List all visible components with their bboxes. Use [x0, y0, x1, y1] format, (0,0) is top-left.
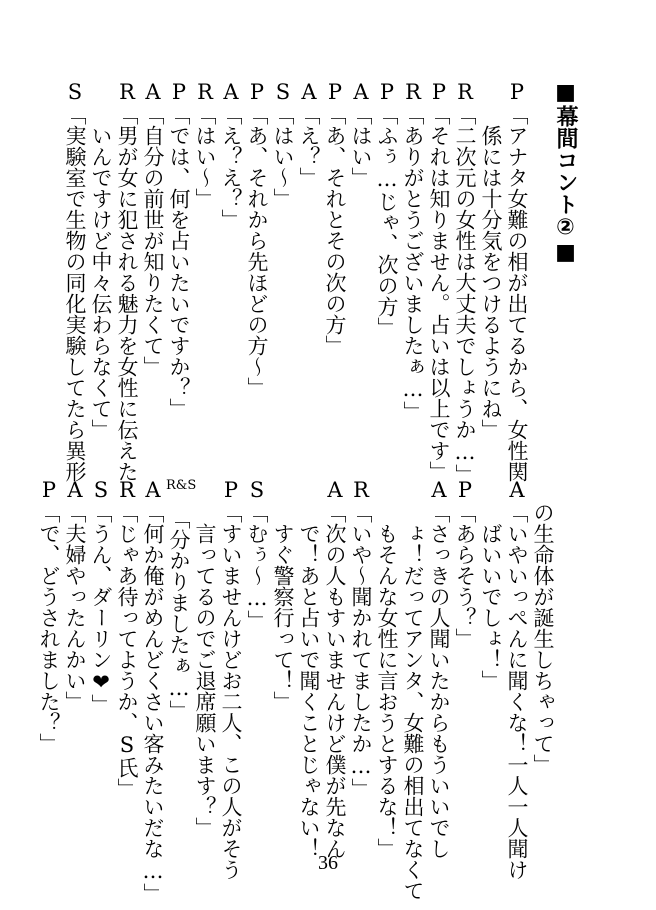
dialogue-text: ょ！だってアンタ、女難の相出てなくて	[401, 523, 425, 901]
dialogue-text: 「むぅ～…」	[245, 502, 269, 631]
dialogue-line	[452, 80, 478, 485]
speaker-label	[270, 478, 296, 502]
dialogue-text: 「さっきの人聞いたからもういいでし	[427, 502, 451, 859]
speaker-label: P	[41, 478, 57, 502]
dialogue-text: 「では、何を占いたいですか？」	[167, 104, 191, 419]
dialogue-line	[322, 478, 348, 859]
speaker-label: S	[67, 80, 83, 104]
dialogue-text: 「男が女に犯される魅力を女性に伝えた	[115, 104, 139, 482]
speaker-label: R	[405, 80, 421, 104]
speaker-label	[88, 80, 114, 104]
speaker-label: R&S	[166, 478, 197, 493]
dialogue-text: 「ありがとうございましたぁ…」	[401, 104, 425, 422]
dialogue-line	[400, 80, 426, 422]
dialogue-line	[244, 80, 270, 398]
speaker-label: A	[353, 80, 369, 104]
dialogue-text: で！あと占いで聞くことじゃない！	[297, 523, 321, 859]
dialogue-line	[218, 478, 244, 880]
dialogue-line	[478, 478, 504, 691]
dialogue-text: 「次の人もすいませんけど僕が先なん	[323, 502, 347, 859]
dialogue-line	[62, 80, 88, 482]
speaker-label: P	[431, 80, 447, 104]
speaker-label	[296, 478, 322, 502]
dialogue-line	[140, 80, 166, 377]
dialogue-line	[270, 478, 296, 712]
speaker-label: R	[119, 478, 135, 502]
dialogue-text: 「あ、それとその次の方」	[323, 104, 347, 356]
dialogue-text: 「え？」	[297, 104, 321, 188]
dialogue-text: 「ふぅ…じゃ、次の方」	[375, 104, 399, 338]
dialogue-line	[504, 478, 530, 880]
speaker-label: S	[275, 80, 291, 104]
dialogue-line	[218, 80, 244, 230]
dialogue-text: 「で、どうされました？」	[37, 502, 61, 754]
dialogue-line	[88, 80, 114, 440]
speaker-label	[400, 478, 426, 502]
speaker-label: P	[457, 478, 473, 502]
dialogue-line	[296, 80, 322, 188]
speaker-label	[478, 478, 504, 502]
speaker-label: P	[379, 80, 395, 104]
section-heading: ■幕間コント②■	[553, 80, 578, 265]
speaker-label: P	[223, 478, 239, 502]
dialogue-line	[166, 80, 192, 419]
dialogue-text: 「いや～聞かれてましたか…」	[349, 502, 373, 799]
dialogue-line	[426, 478, 452, 859]
dialogue-line	[452, 478, 478, 649]
dialogue-text: 「はい」	[349, 104, 373, 188]
speaker-label: A	[145, 478, 161, 502]
speaker-label: R	[119, 80, 135, 104]
dialogue-line	[296, 478, 322, 859]
page-number: 36	[318, 852, 338, 874]
speaker-label: A	[509, 478, 525, 502]
dialogue-line	[192, 478, 218, 838]
dialogue-text: 「え？え？」	[219, 104, 243, 230]
dialogue-text: 「何か俺がめんどくさい客みたいだな…」	[141, 502, 165, 904]
speaker-label: A	[223, 80, 239, 104]
dialogue-line	[478, 80, 504, 440]
dialogue-line	[244, 478, 270, 631]
speaker-label: A	[431, 478, 447, 502]
speaker-label: P	[249, 80, 265, 104]
dialogue-text: 「すいませんけどお二人、この人がそう	[219, 502, 243, 880]
dialogue-text: すぐ警察行って！」	[271, 523, 295, 712]
dialogue-text: 言ってるのでご退席願います？」	[193, 523, 217, 838]
speaker-label	[478, 80, 504, 104]
dialogue-text: 係には十分気をつけるようにね」	[479, 125, 503, 440]
dialogue-line	[374, 80, 400, 338]
speaker-label: P	[171, 80, 187, 104]
dialogue-line	[348, 478, 374, 799]
dialogue-line	[348, 80, 374, 188]
dialogue-line	[166, 478, 197, 721]
speaker-label: P	[509, 80, 525, 104]
dialogue-line	[322, 80, 348, 356]
dialogue-line	[88, 478, 114, 715]
speaker-label: S	[249, 478, 265, 502]
speaker-label: A	[145, 80, 161, 104]
dialogue-text: 「二次元の女性は大丈夫でしょうか…」	[453, 104, 477, 485]
dialogue-text: 「実験室で生物の同化実験してたら異形	[63, 104, 87, 482]
speaker-label: R	[353, 478, 369, 502]
dialogue-line	[114, 478, 140, 799]
dialogue-text: の生命体が誕生しちゃって」	[531, 502, 555, 775]
dialogue-text: 「自分の前世が知りたくて」	[141, 104, 165, 377]
speaker-label: A	[327, 478, 343, 502]
dialogue-text: ばいいでしょ！」	[479, 523, 503, 691]
dialogue-text: 「うん、ダーリン❤」	[89, 502, 113, 715]
dialogue-line	[400, 478, 426, 901]
dialogue-text: 「あらそう？」	[453, 502, 477, 649]
dialogue-text: 「じゃあ待ってようか、S氏」	[115, 502, 139, 799]
dialogue-line	[114, 80, 140, 482]
dialogue-line	[270, 80, 296, 209]
dialogue-text: 「はい～」	[271, 104, 295, 209]
dialogue-line	[140, 478, 166, 904]
dialogue-text: 「あ、それから先ほどの方～」	[245, 104, 269, 398]
dialogue-text: いんですけど中々伝わらなくて」	[89, 125, 113, 440]
speaker-label	[530, 478, 556, 502]
speaker-label: P	[327, 80, 343, 104]
speaker-label: R	[457, 80, 473, 104]
dialogue-text: 「アナタ女難の相が出てるから、女性関	[505, 104, 529, 482]
dialogue-line	[62, 478, 88, 712]
dialogue-text: 「それは知りません。占いは以上です」	[427, 104, 451, 482]
dialogue-line	[192, 80, 218, 209]
dialogue-text: 「はい～」	[193, 104, 217, 209]
dialogue-line	[426, 80, 452, 482]
dialogue-line	[530, 478, 556, 775]
dialogue-line	[374, 478, 400, 859]
dialogue-line	[36, 478, 62, 754]
dialogue-line	[504, 80, 530, 482]
speaker-label: A	[67, 478, 83, 502]
speaker-label: S	[93, 478, 109, 502]
speaker-label: A	[301, 80, 317, 104]
dialogue-text: 「いやいっぺんに聞くな！一人一人聞け	[505, 502, 529, 880]
speaker-label: R	[197, 80, 213, 104]
speaker-label	[374, 478, 400, 502]
dialogue-text: 「分かりましたぁ…」	[167, 508, 191, 721]
dialogue-text: もそんな女性に言おうとするな！」	[375, 523, 399, 859]
dialogue-text: 「夫婦やったんかい」	[63, 502, 87, 712]
